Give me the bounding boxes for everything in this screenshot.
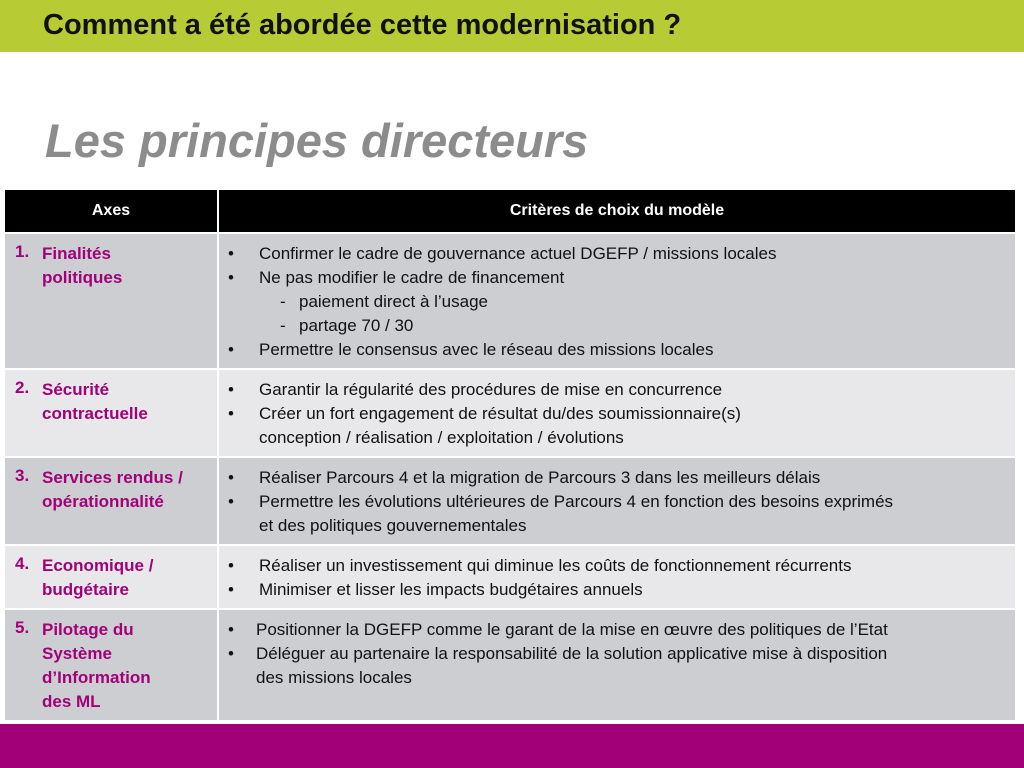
list-item: • Créer un fort engagement de résultat du/des soumissionnaire(s) bbox=[219, 402, 1015, 426]
list-item: • Permettre le consensus avec le réseau des missions locales bbox=[219, 338, 1015, 362]
axis-label: Sécurité contractuelle bbox=[42, 380, 148, 423]
column-header-criteria: Critères de choix du modèle bbox=[218, 189, 1016, 233]
axis-label: Finalités politiques bbox=[42, 244, 123, 287]
title-banner bbox=[0, 0, 1024, 52]
axis-cell bbox=[4, 609, 218, 721]
bullet-icon: • bbox=[228, 492, 234, 511]
list-item: • Déléguer au partenaire la responsabilité de la solution applicative mise à disposition bbox=[219, 642, 1015, 666]
principles-table bbox=[3, 188, 1017, 722]
column-header-axes: Axes bbox=[4, 189, 218, 233]
criteria-cell bbox=[218, 369, 1016, 457]
list-item: • Permettre les évolutions ultérieures de Parcours 4 en fonction des besoins exprimés bbox=[219, 490, 1015, 514]
bullet-icon: • bbox=[228, 244, 234, 263]
axis-cell bbox=[4, 545, 218, 609]
dash-icon: - bbox=[280, 316, 286, 335]
bullet-icon: • bbox=[228, 556, 234, 575]
table-header-row bbox=[4, 189, 1016, 233]
footer-band bbox=[0, 724, 1024, 768]
list-item-continuation: des missions locales bbox=[256, 668, 412, 687]
list-item: • Ne pas modifier le cadre de financement bbox=[219, 266, 1015, 290]
axis-label: Economique / budgétaire bbox=[42, 556, 154, 599]
bullet-icon: • bbox=[228, 404, 234, 423]
axis-cell bbox=[4, 233, 218, 369]
list-item: • Réaliser un investissement qui diminue les coûts de fonctionnement récurrents bbox=[219, 554, 1015, 578]
list-item-continuation: et des politiques gouvernementales bbox=[259, 516, 527, 535]
list-item: • Confirmer le cadre de gouvernance actuel DGEFP / missions locales bbox=[219, 242, 1015, 266]
bullet-icon: • bbox=[228, 268, 234, 287]
dash-icon: - bbox=[280, 292, 286, 311]
criteria-cell bbox=[218, 545, 1016, 609]
axis-number: 1. bbox=[15, 242, 30, 261]
bullet-icon: • bbox=[228, 580, 234, 599]
bullet-icon: • bbox=[228, 468, 234, 487]
bullet-icon: • bbox=[228, 620, 234, 639]
table-row bbox=[4, 609, 1016, 721]
list-item: • Minimiser et lisser les impacts budgétaires annuels bbox=[219, 578, 1015, 602]
criteria-cell bbox=[218, 609, 1016, 721]
bullet-icon: • bbox=[228, 340, 234, 359]
criteria-cell bbox=[218, 457, 1016, 545]
table-row bbox=[4, 545, 1016, 609]
axis-label: Pilotage du Système d’Information des ML bbox=[42, 620, 151, 711]
sub-list-item: - paiement direct à l’usage bbox=[219, 290, 1015, 314]
bullet-icon: • bbox=[228, 380, 234, 399]
criteria-cell bbox=[218, 233, 1016, 369]
slide-title: Comment a été abordée cette modernisation ? bbox=[43, 9, 682, 41]
axis-cell bbox=[4, 369, 218, 457]
axis-number: 3. bbox=[15, 466, 30, 485]
list-item: • Positionner la DGEFP comme le garant de la mise en œuvre des politiques de l’Etat bbox=[219, 618, 1015, 642]
list-item: • Réaliser Parcours 4 et la migration de Parcours 3 dans les meilleurs délais bbox=[219, 466, 1015, 490]
table-row bbox=[4, 233, 1016, 369]
axis-number: 2. bbox=[15, 378, 30, 397]
table-row bbox=[4, 369, 1016, 457]
slide-subtitle: Les principes directeurs bbox=[45, 114, 589, 167]
axis-label: Services rendus / opérationnalité bbox=[42, 468, 183, 511]
table-row bbox=[4, 457, 1016, 545]
list-item: • Garantir la régularité des procédures de mise en concurrence bbox=[219, 378, 1015, 402]
list-item-continuation: conception / réalisation / exploitation / évolutions bbox=[259, 428, 624, 447]
bullet-icon: • bbox=[228, 644, 234, 663]
sub-list-item: - partage 70 / 30 bbox=[219, 314, 1015, 338]
axis-number: 4. bbox=[15, 554, 30, 573]
axis-number: 5. bbox=[15, 618, 30, 637]
axis-cell bbox=[4, 457, 218, 545]
